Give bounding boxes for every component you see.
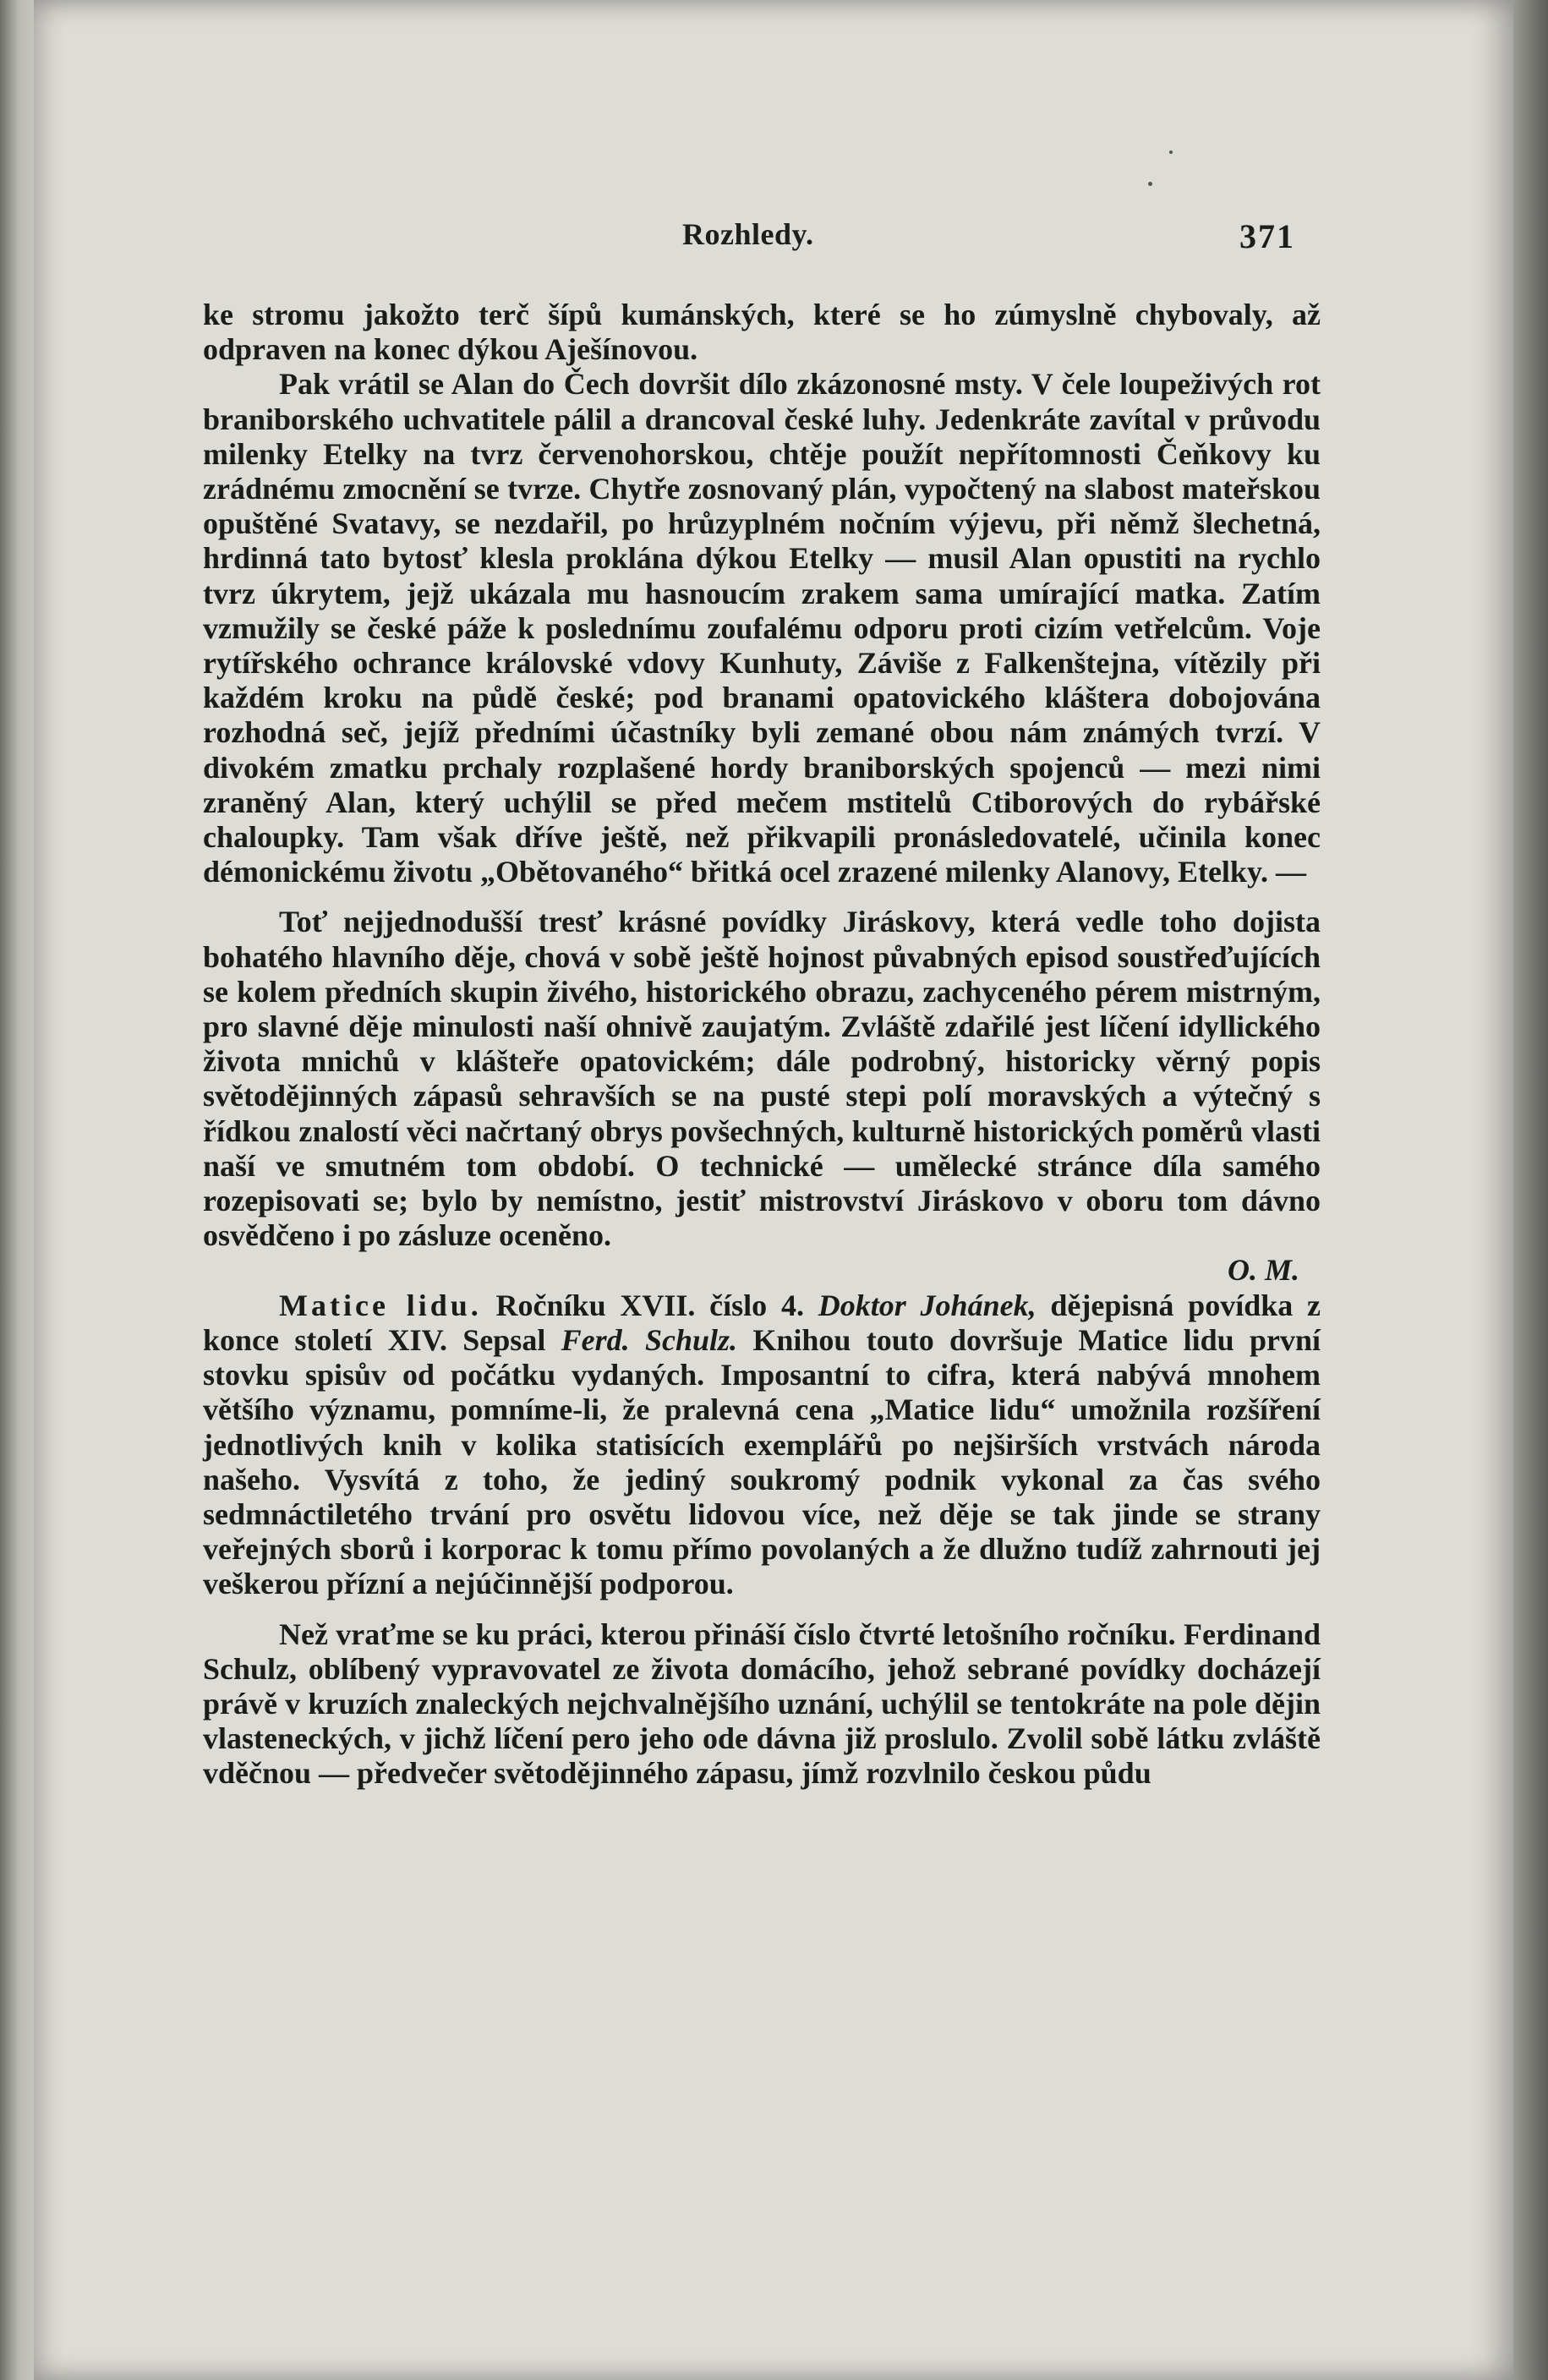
paper-speck xyxy=(1169,150,1173,154)
book-title: Doktor Johánek, xyxy=(818,1288,1037,1322)
paper-speck xyxy=(1148,182,1152,186)
book-subtitle: dějepisná povídka z konce století XIV. Sepsal xyxy=(203,1288,1321,1357)
paragraph-alan-return: Pak vrátil se Alan do Čech dovršit dílo zkázonosné msty. V čele loupeživých rot braniborského uchvatitele pálil a drancoval české luhy. Jedenkráte zavítal v průvodu milenky Etelky na tvrz červenohorskou, chtěje použít nepřítomnosti Čeňkovy ku zrádnému zmocnění se tvrze. Chytře zosnovaný plán, vypočtený na slabost mateřskou opuštěné Svatavy, se nezdařil, po hrůzyplném nočním výjevu, při němž šlechetná, hrdinná tato bytosť klesla proklána dýkou Etelky — musil Alan opustiti na rychlo tvrz úkrytem, jejž ukázala mu hasnoucím zrakem sama umírající matka. Zatím vzmužily se české páže k poslednímu zoufalému odporu proti cizím vetřelcům. Voje rytířského ochrance královské vdovy Kunhuty, Záviše z Falkenštejna, vítězily při každém kroku na půdě české; pod branami opatovického kláštera dobojována rozhodná seč, jejíž předními účastníky byli zemané obou nám známých tvrzí. V divokém zmatku prchaly rozplašené hordy braniborských spojenců — mezi nimi zraněný Alan, který uchýlil se před mečem mstitelů Ctiborových do rybářské chaloupky. Tam však dříve ještě, než přikvapili pronásledovatelé, učinila konec démonickému životu „Obětovaného“ břitká ocel zrazené milenky Alanovy, Etelky. — xyxy=(203,367,1321,889)
page-header xyxy=(34,216,1513,259)
author-signature: O. M. xyxy=(1227,1253,1299,1288)
page-number: 371 xyxy=(1239,217,1295,255)
book-author: Ferd. Schulz. xyxy=(561,1322,738,1357)
running-head: Rozhledy. xyxy=(682,217,814,251)
series-title: Matice lidu. xyxy=(279,1288,482,1322)
issue-info: Ročníku XVII. číslo 4. xyxy=(481,1288,818,1322)
paragraph-schulz: Než vraťme se ku práci, kterou přináší číslo čtvrté letošního ročníku. Ferdinand Schulz, oblíbený vypravovatel ze života domácího, jehož sebrané povídky docházejí právě v kruzích znaleckých nejchvalnějšího uznání, uchýlil se tentokráte na pole dějin vlasteneckých, v jichž líčení pero jeho ode dávna již proslulo. Zvolil sobě látku zvláště vděčnou — předvečer světodějinného zápasu, jímž rozvlnilo českou půdu xyxy=(203,1617,1321,1791)
body-text xyxy=(203,298,1321,1792)
paragraph-matice-lidu xyxy=(203,1288,1321,1602)
paragraph-summary: Toť nejjednodušší tresť krásné povídky Jiráskovy, která vedle toho dojista bohatého hlavního děje, chová v sobě ještě hojnost půvabných episod soustřeďujících se kolem předních skupin živého, historického obrazu, zachyceného pérem mistrným, pro slavné děje minulosti naší ohnivě zaujatým. Zvláště zdařilé jest líčení idyllického života mnichů v klášteře opatovickém; dále podrobný, historicky věrný popis světodějinných zápasů sehravších se na pusté stepi polí moravských a výtečný s řídkou znalostí věci načrtaný obrys povšechných, kulturně historických poměrů vlasti naší ve smutném tom období. O technické — umělecké stránce díla samého rozepisovati se; bylo by nemístno, jestiť mistrovství Jiráskovo v oboru tom dávno osvědčeno i po zásluze oceněno. xyxy=(203,905,1321,1253)
page-sheet xyxy=(34,0,1513,2380)
paragraph-continuation: ke stromu jakožto terč šípů kumánských, které se ho zúmyslně chybovaly, až odpraven na konec dýkou Aješínovou. xyxy=(203,298,1321,367)
paragraph-rest: Knihou touto dovršuje Matice lidu první stovku spisův od počátku vydaných. Imposantní to cifra, která nabývá mnohem většího významu, pomníme-li, že pralevná cena „Matice lidu“ umožnila rozšíření jednotlivých knih v kolika statisících exemplářů po nejširších vrstvách národa našeho. Vysvítá z toho, že jediný soukromý podnik vykonal za čas svého sedmnáctiletého trvání pro osvětu lidovou více, než děje se tak jinde se strany veřejných sborů i korporac k tomu přímo povolaných a že dlužno tudíž zahrnouti jej veškerou přízní a nejúčinnější podporou. xyxy=(203,1322,1321,1601)
